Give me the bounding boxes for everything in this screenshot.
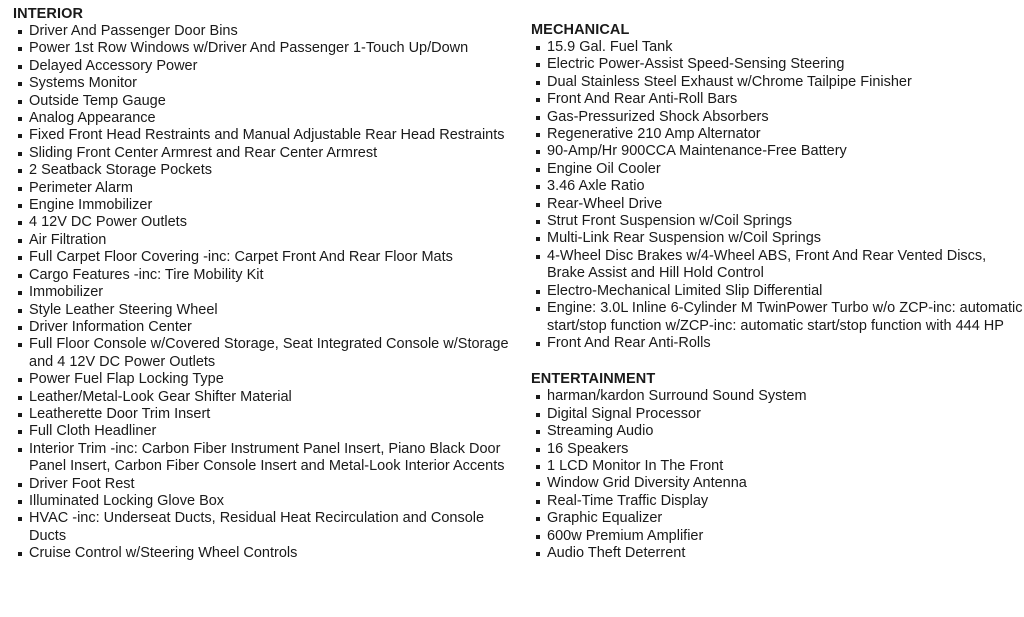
feature-item: Engine Immobilizer bbox=[13, 197, 513, 214]
feature-item: 4 12V DC Power Outlets bbox=[13, 214, 513, 231]
entertainment-section bbox=[531, 371, 1023, 562]
feature-item: Delayed Accessory Power bbox=[13, 58, 513, 75]
feature-item: Style Leather Steering Wheel bbox=[13, 302, 513, 319]
mechanical-feature-list bbox=[531, 39, 1023, 352]
feature-item: Cruise Control w/Steering Wheel Controls bbox=[13, 545, 513, 562]
feature-item: Outside Temp Gauge bbox=[13, 93, 513, 110]
feature-item: Regenerative 210 Amp Alternator bbox=[531, 126, 1023, 143]
feature-item: Driver Information Center bbox=[13, 319, 513, 336]
feature-item: Full Cloth Headliner bbox=[13, 423, 513, 440]
right-column bbox=[531, 22, 1023, 581]
feature-item: Illuminated Locking Glove Box bbox=[13, 493, 513, 510]
entertainment-feature-list bbox=[531, 388, 1023, 562]
feature-item: HVAC -inc: Underseat Ducts, Residual Heat Recirculation and Console Ducts bbox=[13, 510, 513, 545]
feature-item: Leather/Metal-Look Gear Shifter Material bbox=[13, 389, 513, 406]
feature-item: Perimeter Alarm bbox=[13, 180, 513, 197]
feature-item: Front And Rear Anti-Roll Bars bbox=[531, 91, 1023, 108]
feature-item: Graphic Equalizer bbox=[531, 510, 1023, 527]
feature-item: Engine Oil Cooler bbox=[531, 161, 1023, 178]
feature-item: Driver Foot Rest bbox=[13, 476, 513, 493]
feature-item: Power 1st Row Windows w/Driver And Passenger 1-Touch Up/Down bbox=[13, 40, 513, 57]
section-title-interior: INTERIOR bbox=[13, 6, 84, 22]
feature-item: Systems Monitor bbox=[13, 75, 513, 92]
left-column bbox=[13, 6, 513, 582]
feature-item: Dual Stainless Steel Exhaust w/Chrome Tailpipe Finisher bbox=[531, 74, 1023, 91]
feature-item: 16 Speakers bbox=[531, 441, 1023, 458]
feature-item: Full Carpet Floor Covering -inc: Carpet Front And Rear Floor Mats bbox=[13, 249, 513, 266]
feature-item: Front And Rear Anti-Rolls bbox=[531, 335, 1023, 352]
feature-item: Sliding Front Center Armrest and Rear Center Armrest bbox=[13, 145, 513, 162]
feature-item: Multi-Link Rear Suspension w/Coil Springs bbox=[531, 230, 1023, 247]
section-title-mechanical: MECHANICAL bbox=[531, 22, 630, 38]
feature-item: 1 LCD Monitor In The Front bbox=[531, 458, 1023, 475]
feature-item: Full Floor Console w/Covered Storage, Seat Integrated Console w/Storage and 4 12V DC Power Outlets bbox=[13, 336, 513, 371]
feature-item: Rear-Wheel Drive bbox=[531, 196, 1023, 213]
feature-item: Interior Trim -inc: Carbon Fiber Instrument Panel Insert, Piano Black Door Panel Insert, Carbon Fiber Console Insert and Metal-Look Interior Accents bbox=[13, 441, 513, 476]
feature-item: Electric Power-Assist Speed-Sensing Steering bbox=[531, 56, 1023, 73]
feature-item: Immobilizer bbox=[13, 284, 513, 301]
feature-item: 15.9 Gal. Fuel Tank bbox=[531, 39, 1023, 56]
feature-item: Gas-Pressurized Shock Absorbers bbox=[531, 109, 1023, 126]
feature-item: Streaming Audio bbox=[531, 423, 1023, 440]
feature-item: 3.46 Axle Ratio bbox=[531, 178, 1023, 195]
feature-item: Air Filtration bbox=[13, 232, 513, 249]
interior-section bbox=[13, 6, 513, 563]
feature-item: Power Fuel Flap Locking Type bbox=[13, 371, 513, 388]
feature-item: Digital Signal Processor bbox=[531, 406, 1023, 423]
feature-item: Leatherette Door Trim Insert bbox=[13, 406, 513, 423]
feature-item: Window Grid Diversity Antenna bbox=[531, 475, 1023, 492]
feature-item: 2 Seatback Storage Pockets bbox=[13, 162, 513, 179]
feature-item: Audio Theft Deterrent bbox=[531, 545, 1023, 562]
feature-item: Electro-Mechanical Limited Slip Differential bbox=[531, 283, 1023, 300]
feature-item: Analog Appearance bbox=[13, 110, 513, 127]
feature-item: Fixed Front Head Restraints and Manual Adjustable Rear Head Restraints bbox=[13, 127, 513, 144]
feature-item: Driver And Passenger Door Bins bbox=[13, 23, 513, 40]
feature-item: 90-Amp/Hr 900CCA Maintenance-Free Battery bbox=[531, 143, 1023, 160]
mechanical-section bbox=[531, 22, 1023, 352]
feature-item: Strut Front Suspension w/Coil Springs bbox=[531, 213, 1023, 230]
feature-item: 600w Premium Amplifier bbox=[531, 528, 1023, 545]
feature-item: 4-Wheel Disc Brakes w/4-Wheel ABS, Front And Rear Vented Discs, Brake Assist and Hill Hold Control bbox=[531, 248, 1023, 283]
feature-item: Engine: 3.0L Inline 6-Cylinder M TwinPower Turbo w/o ZCP-inc: automatic start/stop function w/ZCP-inc: automatic start/stop function with 444 HP bbox=[531, 300, 1023, 335]
feature-item: Real-Time Traffic Display bbox=[531, 493, 1023, 510]
interior-feature-list bbox=[13, 23, 513, 563]
feature-item: Cargo Features -inc: Tire Mobility Kit bbox=[13, 267, 513, 284]
feature-item: harman/kardon Surround Sound System bbox=[531, 388, 1023, 405]
section-title-entertainment: ENTERTAINMENT bbox=[531, 371, 656, 388]
